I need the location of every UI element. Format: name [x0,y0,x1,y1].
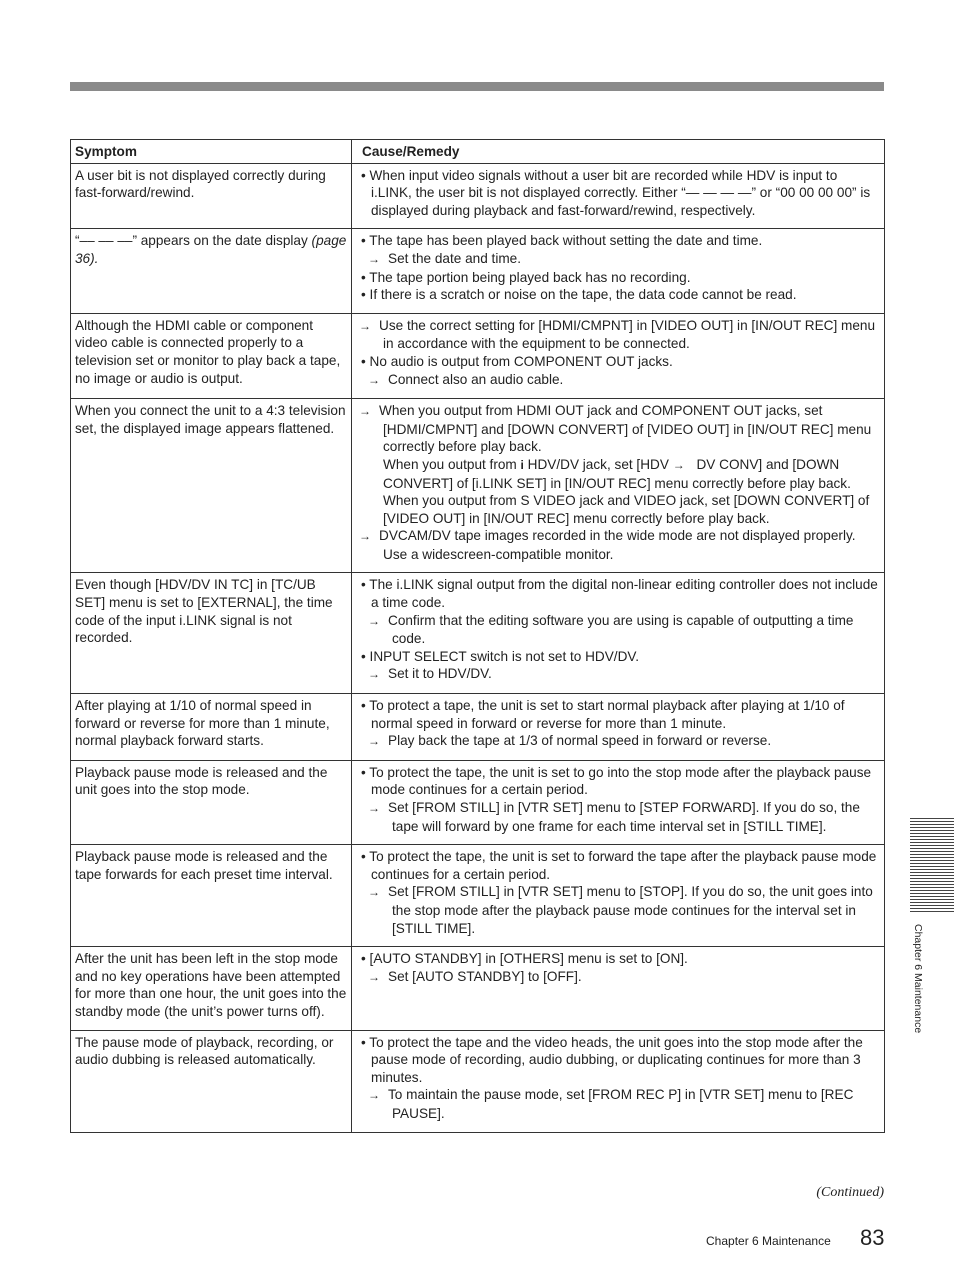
column-header-remedy: Cause/Remedy [352,140,885,164]
symptom-cell: Playback pause mode is released and the tape forwards for each preset time interval. [71,845,352,947]
table-header-row [71,140,885,164]
table-row [71,1030,885,1132]
arrow-icon: → [359,529,371,544]
remedy-item: • The tape portion being played back has no recording. [361,269,691,285]
remedy-item: • [AUTO STANDBY] in [OTHERS] menu is set to [ON]. [361,951,688,967]
remedy-cell [352,760,885,844]
footer-chapter-label: Chapter 6 Maintenance [706,1234,831,1248]
remedy-action: → Use the correct setting for [HDMI/CMPNT] in [VIDEO OUT] in [IN/OUT REC] menu in accordance with the equipment to be connected. [359,317,876,352]
symptom-cell: “–– –– ––” appears on the date display (page 36). [71,229,352,313]
side-chapter-label: Chapter 6 Maintenance [912,924,924,1034]
symptom-cell: Playback pause mode is released and the unit goes into the stop mode. [71,760,352,844]
arrow-icon: → [368,969,380,984]
remedy-continuation: When you output from i HDV/DV jack, set [HDV → DV CONV] and [DOWN CONVERT] of [i.LINK SET] in [IN/OUT REC] menu correctly before play back. [383,456,851,491]
header-rule [70,82,884,91]
remedy-cell [352,694,885,761]
remedy-action: → Set [FROM STILL] in [VTR SET] menu to [STEP FORWARD]. If you do so, the tape will forward by one frame for each time interval set in [STILL TIME]. [368,800,860,834]
remedy-cell [352,313,885,398]
remedy-item: • The i.LINK signal output from the digital non-linear editing controller does not include a time code. [361,577,878,611]
symptom-cell: After the unit has been left in the stop mode and no key operations have been attempted for more than one hour, the unit goes into the standby mode (the unit’s power turns off). [71,947,352,1030]
page-reference: (page 36). [75,233,347,266]
remedy-item: • No audio is output from COMPONENT OUT jacks. [361,353,673,369]
symptom-cell: The pause mode of playback, recording, or audio dubbing is released automatically. [71,1030,352,1132]
troubleshooting-table [70,139,885,1133]
arrow-icon: → [359,318,371,333]
remedy-item: • To protect the tape and the video heads, the unit goes into the stop mode after the pause mode of recording, audio dubbing, or duplicating continues for more than 3 minutes. [361,1034,863,1085]
table-row [71,694,885,761]
remedy-item: • To protect the tape, the unit is set to forward the tape after the playback pause mode continues for a certain period. [361,849,877,882]
remedy-action: → When you output from HDMI OUT jack and COMPONENT OUT jacks, set [HDMI/CMPNT] and [DOWN CONVERT] of [VIDEO OUT] in [IN/OUT REC] menu correctly before play back. [359,403,872,455]
continued-note: (Continued) [816,1185,884,1200]
remedy-action: → Confirm that the editing software you are using is capable of outputting a time code. [368,612,854,647]
remedy-action: → Set [AUTO STANDBY] to [OFF]. [356,968,880,987]
column-header-symptom: Symptom [71,140,352,164]
chapter-tab-marker [910,818,954,912]
table-row [71,399,885,573]
remedy-cell [352,399,885,573]
arrow-icon: → [368,251,380,266]
symptom-cell: When you connect the unit to a 4:3 television set, the displayed image appears flattened. [71,399,352,573]
arrow-icon: → [368,885,380,900]
symptom-cell: A user bit is not displayed correctly during fast-forward/rewind. [71,163,352,229]
table-row [71,760,885,844]
remedy-item: • To protect the tape, the unit is set to go into the stop mode after the playback pause mode continues for a certain period. [361,764,872,798]
arrow-icon: → [368,613,380,628]
arrow-icon: → [368,372,380,387]
remedy-action: → To maintain the pause mode, set [FROM REC P] in [VTR SET] menu to [REC PAUSE]. [368,1087,854,1121]
arrow-icon: → [368,801,380,815]
page-number: 83 [860,1225,885,1250]
remedy-cell [352,573,885,694]
remedy-item: • INPUT SELECT switch is not set to HDV/DV. [361,648,639,664]
remedy-action: → Set [FROM STILL] in [VTR SET] menu to [STOP]. If you do so, the unit goes into the stop mode after the playback pause mode continues for the interval set in [STILL TIME]. [368,884,873,936]
table-row [71,573,885,694]
remedy-action: → Connect also an audio cable. [356,371,880,390]
arrow-icon: → [368,1088,380,1103]
remedy-continuation: When you output from S VIDEO jack and VIDEO jack, set [DOWN CONVERT] of [VIDEO OUT] in [IN/OUT REC] menu correctly before play back. [383,493,870,526]
table-row [71,229,885,313]
symptom-cell: After playing at 1/10 of normal speed in forward or reverse for more than 1 minute, normal playback forward starts. [71,694,352,761]
ilink-icon: i [520,457,524,472]
remedy-item: • The tape has been played back without setting the date and time. [361,233,763,249]
remedy-item: • To protect a tape, the unit is set to start normal playback after playing at 1/10 of normal speed in forward or reverse for more than 1 minute. [361,698,845,731]
table-row [71,313,885,398]
remedy-action: → DVCAM/DV tape images recorded in the wide mode are not displayed properly. Use a widescreen-compatible monitor. [359,528,856,562]
remedy-cell [352,947,885,1030]
arrow-icon: → [359,404,371,419]
remedy-action: → Play back the tape at 1/3 of normal speed in forward or reverse. [356,732,880,751]
arrow-icon: → [672,457,685,472]
remedy-cell [352,163,885,229]
remedy-item: • When input video signals without a user bit are recorded while HDV is input to i.LINK, the user bit is not displayed correctly. Either “— — — —” or “00 00 00 00” is displayed during playback and fast-forward/rewind, respectively. [361,167,871,218]
remedy-action: → Set the date and time. [356,250,880,269]
remedy-action: → Set it to HDV/DV. [356,665,880,684]
table-row [71,163,885,229]
table-row [71,845,885,947]
arrow-icon: → [368,667,380,682]
remedy-item: • If there is a scratch or noise on the tape, the data code cannot be read. [361,287,797,303]
symptom-cell: Even though [HDV/DV IN TC] in [TC/UB SET] menu is set to [EXTERNAL], the time code of the input i.LINK signal is not recorded. [71,573,352,694]
arrow-icon: → [368,734,380,749]
remedy-cell [352,1030,885,1132]
table-row [71,947,885,1030]
symptom-cell: Although the HDMI cable or component video cable is connected properly to a television set or monitor to play back a tape, no image or audio is output. [71,313,352,398]
remedy-cell [352,845,885,947]
remedy-cell [352,229,885,313]
